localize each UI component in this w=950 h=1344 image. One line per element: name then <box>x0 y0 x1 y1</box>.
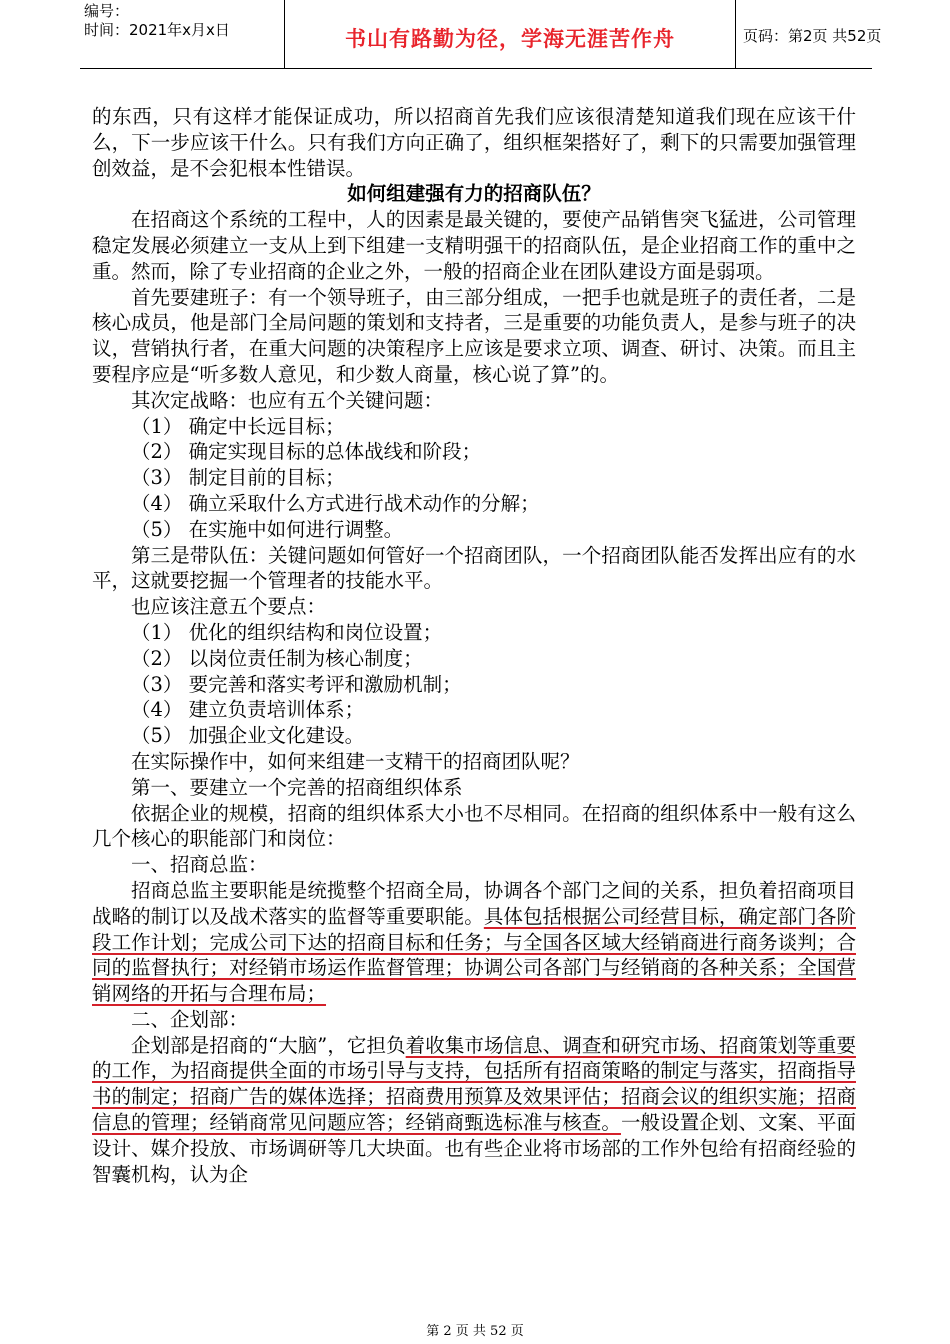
text-run: 招商总监主要职能是统揽整个招商全局，协调各个部门之间的关系，担负着招商项目战略的制订以及战术落实的监督等重要职能。 <box>92 878 856 928</box>
paragraph: 其次定战略：也应有五个关键问题： <box>131 388 444 412</box>
underlined-text: 具体包括根据公司经营目标，确定部门各阶段工作计划；完成公司下达的招商目标和任务；与全国各区域大经销商进行商务谈判；合同的监督执行；对经销市场运作监督管理；协调公司各部门与经销商的各种关系；全国营销网络的开拓与合理布局； <box>92 904 856 1006</box>
paragraph: 第一、要建立一个完善的招商组织体系 <box>131 775 463 799</box>
list-item: （1） 优化的组织结构和岗位设置； <box>131 620 443 644</box>
paragraph <box>92 878 856 1007</box>
page-header <box>80 0 882 69</box>
paragraph: 第三是带队伍：关键问题如何管好一个招商团队，一个招商团队能否发挥出应有的水平，这就要挖掘一个管理者的技能水平。 <box>92 543 856 593</box>
underlined-text: 着收集市场信息、调查和研究市场、招商策划等重要的工作，为招商提供全面的市场引导与支持，包括所有招商策略的制定与落实，招商指导书的制定；招商广告的媒体选择；招商费用预算及效果评估；招商会议的组织实施；招商信息的管理；经销商常见问题应答；经销商甄选标准与核查。 <box>92 1033 856 1135</box>
paragraph: 依据企业的规模，招商的组织体系大小也不尽相同。在招商的组织体系中一般有这么几个核心的职能部门和岗位： <box>92 801 856 851</box>
paragraph: 在招商这个系统的工程中，人的因素是最关键的，要使产品销售突飞猛进，公司管理稳定发展必须建立一支从上到下组建一支精明强干的招商队伍，是企业招商工作的重中之重。然而，除了专业招商的企业之外，一般的招商企业在团队建设方面是弱项。 <box>92 208 856 283</box>
paragraph <box>92 1033 856 1188</box>
subsection-heading: 一、招商总监： <box>131 853 268 877</box>
list-item: （2） 以岗位责任制为核心制度； <box>131 646 423 670</box>
header-motto-cell <box>285 0 736 68</box>
section-title: 如何组建强有力的招商队伍？ <box>347 182 601 206</box>
header-page-number: 页码：第2页 共52页 <box>743 27 882 45</box>
list-item: （5） 加强企业文化建设。 <box>131 724 365 748</box>
document-body <box>92 104 856 1187</box>
document-number-label: 编号： <box>84 2 130 20</box>
paragraph: 首先要建班子：有一个领导班子，由三部分组成，一把手也就是班子的责任者，二是核心成员，他是部门全局问题的策划和支持者，三是重要的功能负责人，是参与班子的决议，营销执行者，在重大问题的决策程序上应该是要求立项、调查、研讨、决策。而且主要程序应是“听多数人意见，和少数人商量，核心说了算”的。 <box>92 285 856 386</box>
list-item: （3） 要完善和落实考评和激励机制； <box>131 672 462 696</box>
list-item: （4） 建立负责培训体系； <box>131 698 365 722</box>
list-item: （1） 确定中长远目标； <box>131 414 345 438</box>
subsection-heading: 二、企划部： <box>131 1007 249 1031</box>
text-run: 一般设置企划、文案、平面设计、媒介投放、市场调研等几大块面。也有些企业将市场部的工作外包给有招商经验的智囊机构，认为企 <box>92 1111 856 1186</box>
header-meta-cell <box>80 0 285 68</box>
paragraph: 的东西，只有这样才能保证成功，所以招商首先我们应该很清楚知道我们现在应该干什么，下一步应该干什么。只有我们方向正确了，组织框架搭好了，剩下的只需要加强管理创效益，是不会犯根本性错误。 <box>92 105 856 180</box>
list-item: （5） 在实施中如何进行调整。 <box>131 517 404 541</box>
list-item: （4） 确立采取什么方式进行战术动作的分解； <box>131 491 540 515</box>
list-item: （2） 确定实现目标的总体战线和阶段； <box>131 440 482 464</box>
page-footer: 第 2 页 共 52 页 <box>426 1324 524 1339</box>
text-run: 企划部是招商的“大脑”，它担负 <box>131 1033 406 1057</box>
paragraph: 也应该注意五个要点： <box>131 595 327 619</box>
list-item: （3） 制定目前的目标； <box>131 466 345 490</box>
paragraph: 在实际操作中，如何来组建一支精干的招商团队呢？ <box>131 749 580 773</box>
header-motto: 书山有路勤为径，学海无涯苦作舟 <box>345 27 675 51</box>
document-time-label: 时间：2021年x月x日 <box>84 21 230 39</box>
